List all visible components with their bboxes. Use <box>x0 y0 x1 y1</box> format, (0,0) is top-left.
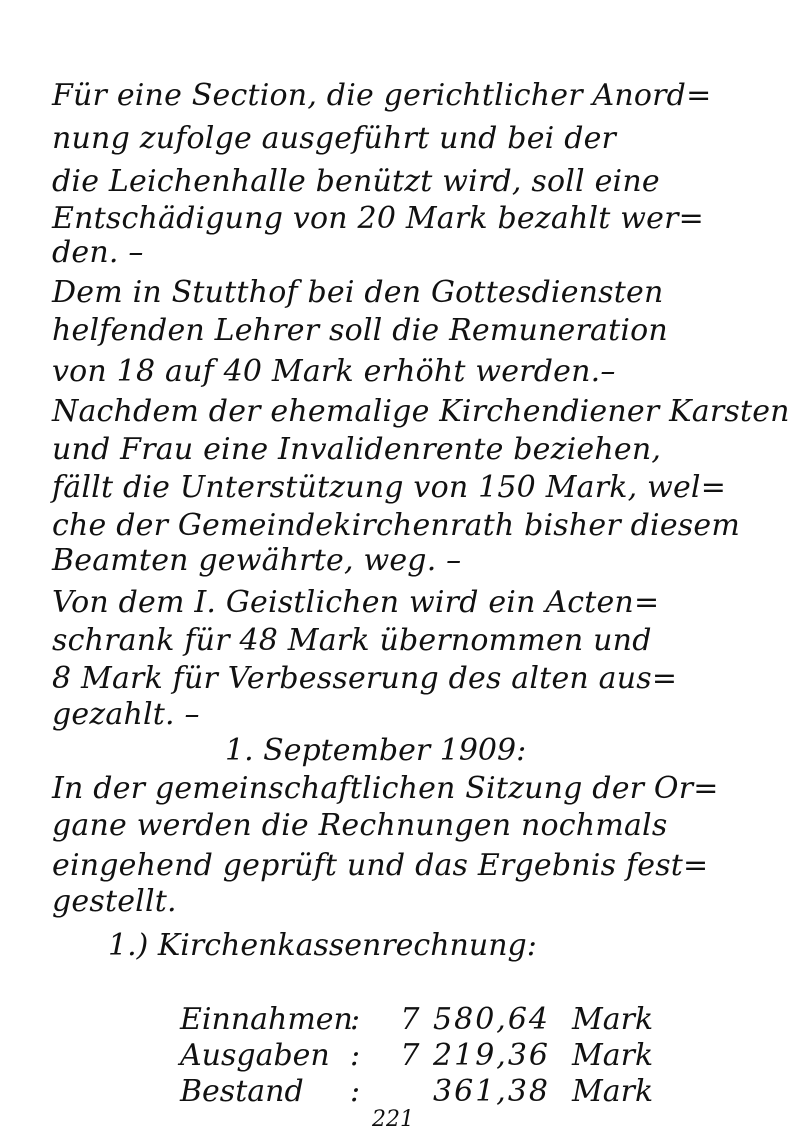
text-line: schrank für 48 Mark übernommen und <box>52 623 652 658</box>
date-heading: 1. September 1909: <box>225 733 527 768</box>
ledger-amount: 361,38 <box>433 1074 550 1109</box>
text-line: 8 Mark für Verbesserung des alten aus= <box>52 661 678 696</box>
ledger-colon: : <box>350 1002 361 1037</box>
text-line: Dem in Stutthof bei den Gottesdiensten <box>52 275 664 310</box>
ledger-unit: Mark <box>572 1002 654 1037</box>
text-line: die Leichenhalle benützt wird, soll eine <box>52 164 660 199</box>
text-line: Nachdem der ehemalige Kirchendiener Karsten <box>52 394 790 429</box>
ledger-label: Bestand <box>180 1074 304 1109</box>
text-line: Entschädigung von 20 Mark bezahlt wer= <box>52 201 704 236</box>
ledger-row-einnahmen <box>180 1002 700 1040</box>
ledger-unit: Mark <box>572 1074 654 1109</box>
ledger-colon: : <box>350 1074 361 1109</box>
ledger-amount: 7 219,36 <box>400 1038 550 1073</box>
ledger-row-ausgaben <box>180 1038 700 1076</box>
text-line: In der gemeinschaftlichen Sitzung der Or= <box>52 771 719 806</box>
ledger-label: Einnahmen <box>180 1002 353 1037</box>
text-line: gane werden die Rechnungen nochmals <box>52 808 668 843</box>
text-line: und Frau eine Invalidenrente beziehen, <box>52 432 662 467</box>
text-line: gestellt. <box>52 884 177 919</box>
text-line: fällt die Unterstützung von 150 Mark, wel= <box>52 470 727 505</box>
text-line: helfenden Lehrer soll die Remuneration <box>52 313 668 348</box>
ledger-colon: : <box>350 1038 361 1073</box>
section-heading: 1.) Kirchenkassenrechnung: <box>108 928 537 963</box>
ledger-label: Ausgaben <box>180 1038 330 1073</box>
text-line: von 18 auf 40 Mark erhöht werden.– <box>52 354 616 389</box>
text-line: gezahlt. – <box>52 697 200 732</box>
page-number: 221 <box>372 1107 414 1132</box>
text-line: Von dem I. Geistlichen wird ein Acten= <box>52 585 660 620</box>
text-line: nung zufolge ausgeführt und bei der <box>52 121 617 156</box>
text-line: che der Gemeindekirchenrath bisher diesem <box>52 508 740 543</box>
text-line: eingehend geprüft und das Ergebnis fest= <box>52 848 709 883</box>
ledger-unit: Mark <box>572 1038 654 1073</box>
text-line: den. – <box>52 235 144 270</box>
ledger-amount: 7 580,64 <box>400 1002 550 1037</box>
text-line: Für eine Section, die gerichtlicher Anord= <box>52 78 712 113</box>
text-line: Beamten gewährte, weg. – <box>52 543 462 578</box>
ledger-row-bestand <box>180 1074 700 1112</box>
